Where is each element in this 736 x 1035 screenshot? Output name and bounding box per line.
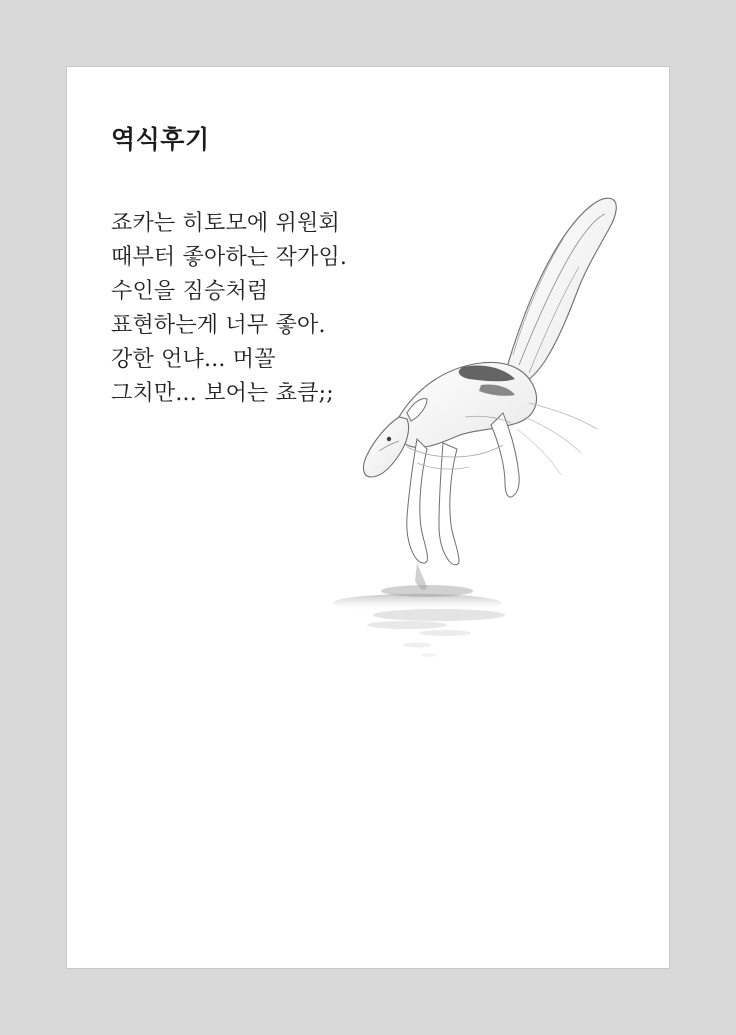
body-line: 죠카는 히토모에 위원회 [111, 211, 340, 236]
document-page [66, 66, 670, 969]
body-line: 강한 언냐... 머꼴 [111, 347, 276, 373]
body-text [111, 207, 551, 412]
water-reflection [333, 563, 505, 657]
body-line: 그치만... 보어는 쵸큼;; [111, 381, 334, 407]
body-line: 때부터 좋아하는 작가임. [111, 245, 348, 271]
page-title: 역식후기 [111, 125, 210, 154]
body-line: 표현하는게 너무 좋아. [111, 313, 326, 339]
text-block [111, 125, 551, 412]
body-line: 수인을 짐승처럼 [111, 279, 269, 305]
